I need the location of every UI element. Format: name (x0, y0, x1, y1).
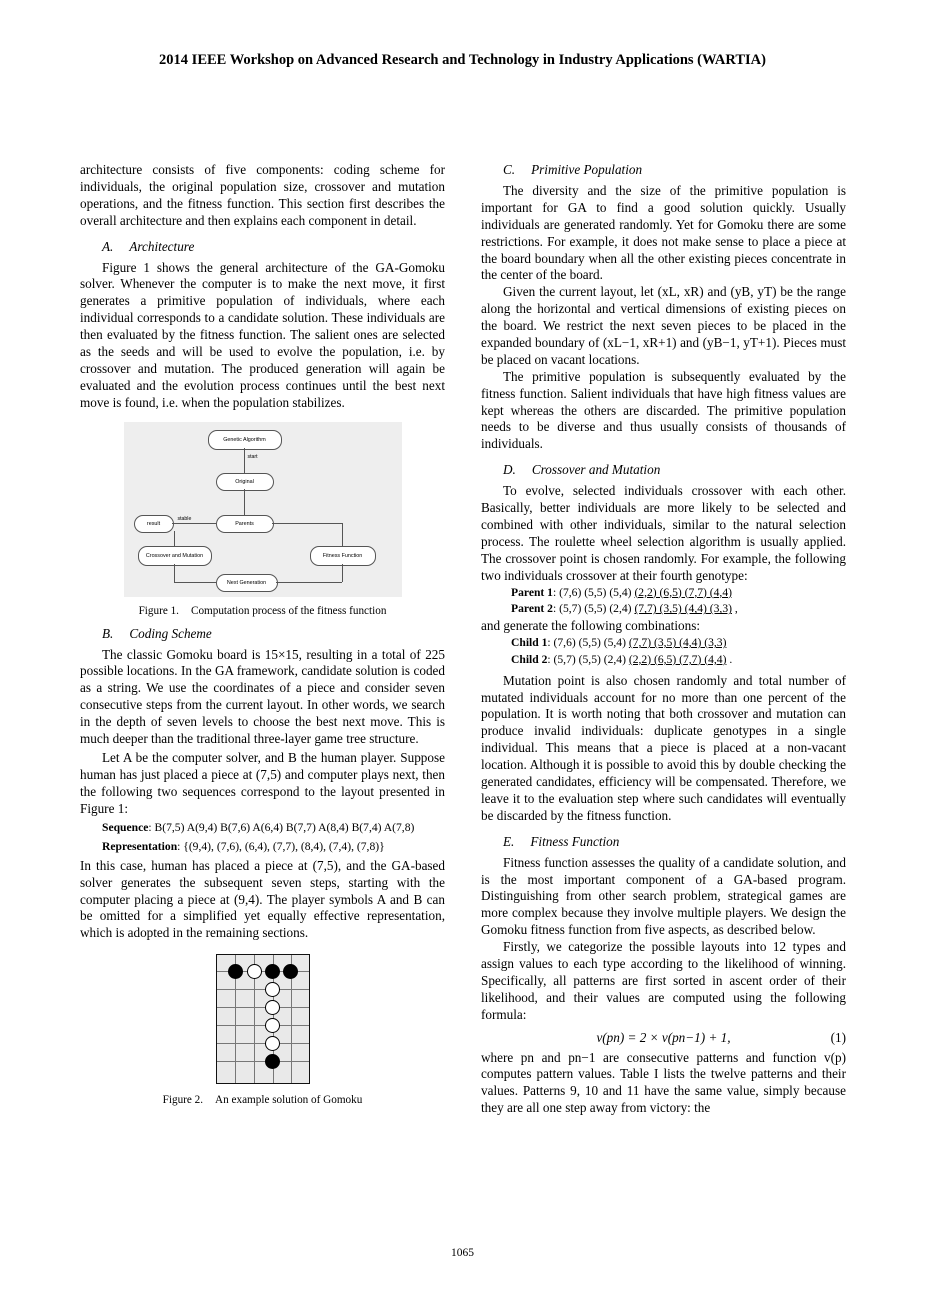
section-b-title: Coding Scheme (129, 625, 212, 641)
flow-arrow-3 (172, 523, 216, 524)
board-stone-white (265, 1036, 280, 1051)
section-e-letter: E. (503, 833, 515, 849)
section-a-letter: A. (102, 238, 114, 254)
flow-node-original: Original (216, 473, 274, 491)
board-stone-black (265, 1054, 280, 1069)
equation-1 (481, 1030, 846, 1046)
parent-1-plain: : (7,6) (5,5) (5,4) (552, 585, 635, 599)
intro-paragraph: architecture consists of five components: coding scheme for individuals, the original population size, crossover and mutation operations, and the fitness function. This section first describes the overall architecture and then explains each component in detail. (80, 162, 445, 228)
flow-arrow-9 (272, 523, 342, 524)
section-e-paragraph-1: Fitness function assesses the quality of a candidate solution, and is the most important component of a GA-based program. Distinguishing from other search problem, strategical games are more complex because they involve multiple players. We design the Gomoku fitness function from five aspects, as described below. (481, 854, 846, 938)
representation-value: : {(9,4), (7,6), (6,4), (7,7), (8,4), (7,4), (7,8)} (177, 840, 385, 854)
equation-1-number: (1) (830, 1029, 846, 1045)
parent-1-underlined: (2,2) (6,5) (7,7) (4,4) (634, 585, 732, 599)
parent-2-underlined: (7,7) (3,5) (4,4) (3,3) (634, 602, 732, 616)
child-2-tail: . (726, 652, 733, 666)
section-d-paragraph-2: Mutation point is also chosen randomly and total number of mutated individuals account for no more than one percent of the population. It is worth noting that both crossover and mutation can produce invalid individuals: duplicate genotypes in a single individual. This means that a piece is placed at a non-vacant location. Although it is possible to avoid this by double checking the generated candidates, efficiency will be compensated. Therefore, we leave it to the evaluation step where such candidates will eventually be discarded by the fitness function. (481, 672, 846, 823)
section-a-body: Figure 1 shows the general architecture of the GA-Gomoku solver. Whenever the computer is to make the next move, it first generates a primitive population of individuals, where each individual corresponds to a candidate solution. These individuals are then evaluated by the fitness function. The salient ones are selected as the seeds and will be used to evolve the population, i.e. by crossover and mutation. The produced generation will again be evaluated and the evolution process continues until the best next move is found, i.e. when the population stabilizes. (80, 259, 445, 410)
section-c-letter: C. (503, 162, 516, 177)
flow-node-genetic-algorithm: Genetic Algorithm (208, 430, 282, 450)
flow-node-parents: Parents (216, 515, 274, 533)
section-heading-d (481, 462, 846, 478)
section-e-title: Fitness Function (530, 833, 620, 849)
figure-1-caption (80, 605, 445, 617)
section-heading-b (80, 626, 445, 642)
representation-label: Representation (102, 840, 178, 854)
right-column (481, 162, 846, 1117)
section-c-paragraph-3: The primitive population is subsequently evaluated by the fitness function. Salient individuals that have high fitness values are kept whereas the others are discarded. The primitive population needs to be diverse and thus usually consists of thousands of individuals. (481, 368, 846, 452)
section-b-paragraph-3: In this case, human has placed a piece at (7,5), and the GA-based solver generates the subsequent seven steps, starting with the computer placing a piece at (9,4). The player symbols A and B can be omitted for a simplified yet equally effective representation, which is adopted in the remaining sections. (80, 857, 445, 941)
figure-2-caption-text: An example solution of Gomoku (215, 1094, 363, 1107)
section-a-title: Architecture (129, 238, 195, 254)
board-grid-line-h-4 (217, 1025, 309, 1026)
board-grid-line-h-6 (217, 1061, 309, 1062)
flow-node-fitness-function: Fitness Function (310, 546, 376, 566)
parent-2-tail: , (732, 602, 738, 616)
page-number: 1065 (451, 1247, 474, 1259)
flow-arrow-8 (342, 564, 343, 582)
flow-arrow-4 (174, 531, 175, 546)
figure-2-gomoku-board (216, 954, 310, 1084)
child-1-plain: : (7,6) (5,5) (5,4) (547, 636, 629, 650)
figure-1-flowchart (124, 422, 402, 597)
section-d-letter: D. (503, 462, 516, 478)
crossover-mid-text: and generate the following combinations: (481, 618, 700, 634)
child-2-label: Child 2 (511, 652, 548, 666)
section-c-title: Primitive Population (531, 162, 643, 177)
section-d-paragraph-1: To evolve, selected individuals crossover with each other. Basically, better individuals are more likely to be selected and combined with other individuals, similar to the natural selection process. The roulette wheel selection algorithm is usually applied. The crossover point is chosen randomly. For example, the following two individuals crossover at their fourth genotype: (481, 483, 846, 583)
parent-2-line (481, 601, 846, 618)
section-heading-e (481, 834, 846, 850)
section-heading-c (481, 162, 846, 178)
flow-arrow-5 (174, 564, 175, 582)
board-stone-black (265, 964, 280, 979)
parent-2-label: Parent 2 (511, 602, 553, 616)
figure-1-caption-text: Computation process of the fitness function (190, 604, 387, 617)
flow-label-start: start (247, 453, 258, 460)
board-grid-line-h-3 (217, 1007, 309, 1008)
section-c-paragraph-2: Given the current layout, let (xL, xR) and (yB, yT) be the range along the horizontal and vertical dimensions of existing pieces on the board. We restrict the next seven pieces to be placed in the expanded boundary of (xL−1, xR+1) and (yB−1, yT+1). Pieces must be placed on vacant locations. (481, 284, 846, 367)
flow-arrow-2 (244, 489, 245, 515)
section-e-paragraph-2: Firstly, we categorize the possible layouts into 12 types and assign values to each type according to the likelihood of winning. Specifically, all patterns are first sorted in ascent order of their likelihood, and their values are computed using the following formula: (481, 939, 846, 1022)
section-d-title: Crossover and Mutation (531, 462, 661, 478)
figure-2-caption (80, 1094, 445, 1106)
child-2-plain: : (5,7) (5,5) (2,4) (547, 652, 629, 666)
flow-node-next-generation: Next Generation (216, 574, 278, 592)
section-e-paragraph-3: where pn and pn−1 are consecutive patterns and function v(p) computes pattern values. Table I lists the twelve patterns and their values. Patterns 9, 10 and 11 have the same value, simply because they are all one step away from victory: the (481, 1049, 846, 1116)
section-heading-a (80, 239, 445, 255)
board-grid-line-h-2 (217, 989, 309, 990)
flow-arrow-7 (276, 582, 342, 583)
child-2-line (481, 652, 846, 669)
flow-arrow-10 (342, 523, 343, 546)
parent-1-line (481, 585, 846, 602)
section-b-paragraph-1: The classic Gomoku board is 15×15, resulting in a total of 225 possible locations. In the GA framework, candidate solution is coded as a string. We use the coordinates of a piece and consider seven consecutive steps from the current layout. In other words, we search in the depth of seven levels to choose the best next move. This is much deeper than the traditional three-layer game tree structure. (80, 646, 445, 747)
child-1-label: Child 1 (511, 636, 548, 650)
representation-line (80, 839, 445, 855)
child-2-underlined: (2,2) (6,5) (7,7) (4,4) (628, 652, 727, 666)
flow-node-crossover-mutation: Crossover and Mutation (138, 546, 212, 566)
board-stone-white (265, 982, 280, 997)
section-b-paragraph-2: Let A be the computer solver, and B the human player. Suppose human has just placed a piece at (7,5) and computer plays next, then the following two sequences correspond to the layout presented in Figure 1: (80, 749, 445, 816)
flow-node-result: result (134, 515, 174, 533)
section-c-paragraph-1: The diversity and the size of the primitive population is important for GA to find a good solution quickly. Usually individuals are generated randomly. Yet for Gomoku there are some restrictions. For example, it does not make sense to place a piece at the board boundary when all the other existing pieces concentrate in the center of the board. (481, 183, 846, 283)
two-column-body (80, 162, 846, 1117)
equation-1-body: v(pn) = 2 × v(pn−1) + 1, (596, 1029, 731, 1045)
child-1-line (481, 635, 846, 652)
sequence-value: : B(7,5) A(9,4) B(7,6) A(6,4) B(7,7) A(8,4) B(7,4) A(7,8) (148, 821, 415, 835)
parent-1-label: Parent 1 (511, 585, 553, 599)
board-stone-white (247, 964, 262, 979)
flow-arrow-6 (174, 582, 216, 583)
child-1-underlined: (7,7) (3,5) (4,4) (3,3) (628, 636, 727, 650)
board-grid-line-h-5 (217, 1043, 309, 1044)
sequence-label: Sequence (102, 821, 149, 835)
board-stone-white (265, 1000, 280, 1015)
page-header-title: 2014 IEEE Workshop on Advanced Research and Technology in Industry Applications (WARTIA) (159, 52, 766, 68)
board-stone-black (228, 964, 243, 979)
board-stone-black (283, 964, 298, 979)
figure-2-caption-label: Figure 2. (162, 1094, 204, 1107)
figure-1-caption-label: Figure 1. (138, 604, 179, 617)
sequence-line (80, 820, 445, 836)
left-column (80, 162, 445, 1117)
flow-arrow-1 (244, 448, 245, 473)
section-b-letter: B. (102, 625, 114, 641)
flow-label-stable: stable (177, 515, 192, 522)
board-stone-white (265, 1018, 280, 1033)
parent-2-plain: : (5,7) (5,5) (2,4) (552, 602, 635, 616)
